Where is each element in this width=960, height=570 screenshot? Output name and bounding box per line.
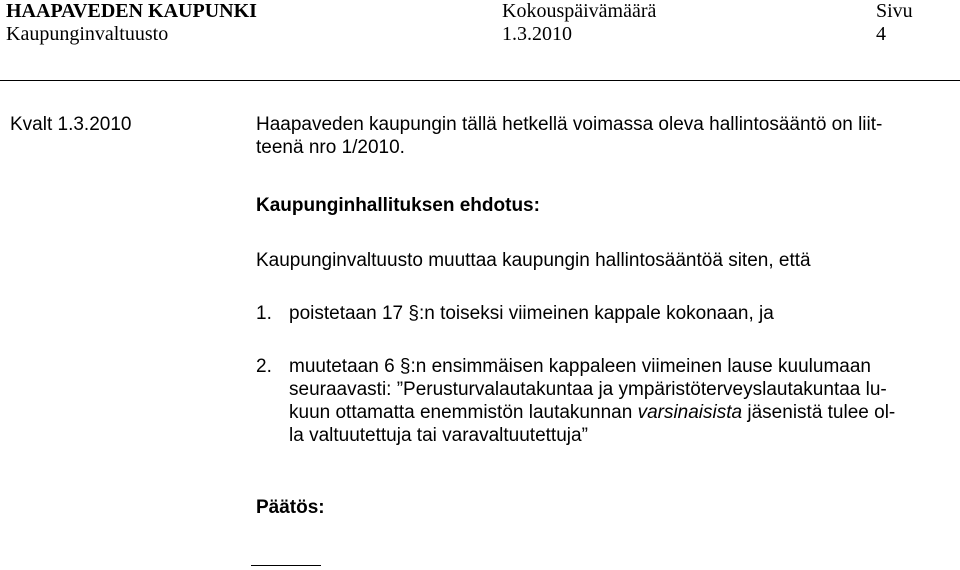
item-text: [289, 355, 895, 447]
proposal-lead: Kaupunginvaltuusto muuttaa kaupungin hallintosääntöä siten, että: [256, 250, 811, 271]
item-line: seuraavasti: ”Perusturvalautakuntaa ja ympäristöterveyslautakuntaa lu-: [289, 379, 887, 400]
header-page-block: [876, 0, 913, 46]
meeting-date-label: Kokouspäivämäärä: [502, 0, 657, 22]
emphasized-word: varsinaisista: [637, 402, 743, 423]
section-label: Kvalt 1.3.2010: [10, 114, 132, 135]
organization-name: HAAPAVEDEN KAUPUNKI: [6, 0, 257, 22]
decision-heading: Päätös:: [256, 497, 325, 518]
meeting-date: 1.3.2010: [502, 23, 572, 45]
item-line: la valtuutettuja tai varavaltuutettuja”: [289, 425, 588, 446]
intro-line: teenä nro 1/2010.: [256, 137, 405, 158]
item-line: muutetaan 6 §:n ensimmäisen kappaleen viimeinen lause kuulumaan: [289, 356, 871, 377]
item-line: poistetaan 17 §:n toiseksi viimeinen kappale kokonaan, ja: [289, 303, 774, 324]
item-line-part: kuun ottamatta enemmistön lautakunnan: [289, 402, 633, 423]
intro-line: Haapaveden kaupungin tällä hetkellä voimassa oleva hallintosääntö on liit-: [256, 114, 883, 135]
organ-name: Kaupunginvaltuusto: [6, 23, 169, 45]
item-text: [289, 302, 774, 325]
item-line: [289, 401, 895, 424]
header-divider: [0, 80, 960, 81]
header-organization-block: [6, 0, 257, 46]
page-number: 4: [876, 23, 886, 45]
header-date-block: [502, 0, 656, 46]
intro-paragraph: [256, 113, 882, 159]
item-number: 1.: [256, 303, 272, 324]
item-number: 2.: [256, 356, 272, 377]
signature-line: [251, 565, 321, 566]
proposal-heading: Kaupunginhallituksen ehdotus:: [256, 195, 540, 216]
page-label: Sivu: [876, 0, 913, 22]
item-line-part: jäsenistä tulee ol-: [747, 402, 896, 423]
